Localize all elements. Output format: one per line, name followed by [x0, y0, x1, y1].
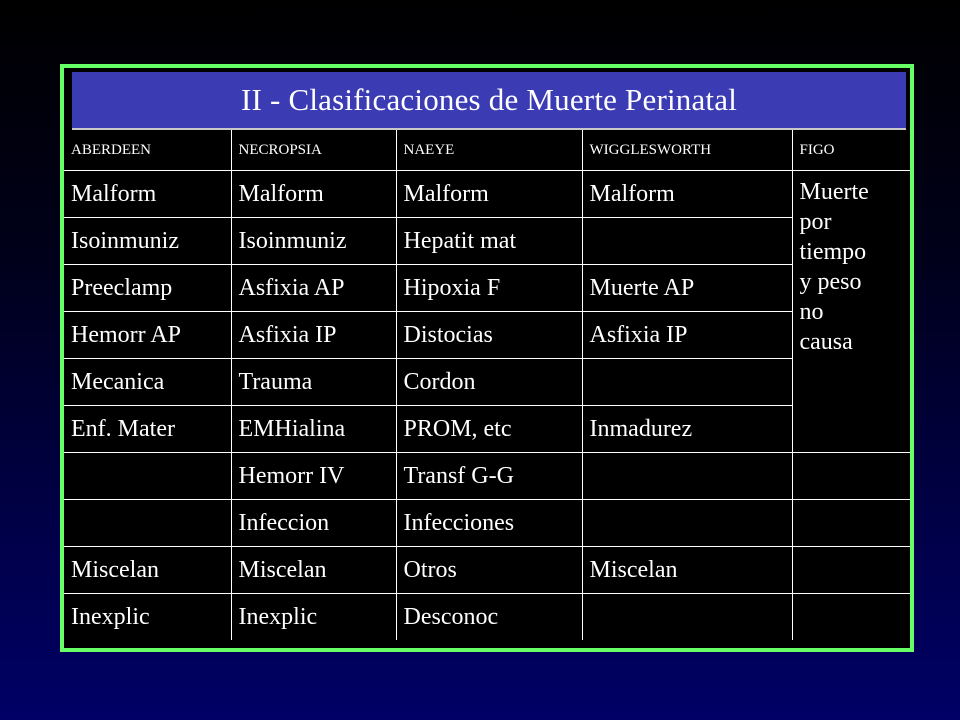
- figo-empty-cell: [792, 547, 910, 594]
- table-row: [64, 500, 910, 547]
- table-cell: Asfixia IP: [231, 312, 396, 359]
- figo-empty-cell: [792, 594, 910, 641]
- table-cell: [64, 500, 231, 547]
- table-row: [64, 453, 910, 500]
- table-cell: [582, 359, 792, 406]
- table-cell: Hemorr IV: [231, 453, 396, 500]
- table-cell: Enf. Mater: [64, 406, 231, 453]
- figo-cell: [792, 171, 910, 453]
- header-necropsia: NECROPSIA: [231, 130, 396, 171]
- table-cell: Inexplic: [231, 594, 396, 641]
- header-row: [64, 130, 910, 171]
- table-cell: Preeclamp: [64, 265, 231, 312]
- table-cell: Miscelan: [231, 547, 396, 594]
- table-cell: [582, 218, 792, 265]
- table-row: [64, 265, 910, 312]
- table-cell: Isoinmuniz: [231, 218, 396, 265]
- figo-empty-cell: [792, 453, 910, 500]
- table-cell: Transf G-G: [396, 453, 582, 500]
- table-cell: Mecanica: [64, 359, 231, 406]
- table-cell: [582, 594, 792, 641]
- title-bar: [72, 72, 906, 130]
- table-cell: Infecciones: [396, 500, 582, 547]
- table-cell: Asfixia IP: [582, 312, 792, 359]
- table-cell: Asfixia AP: [231, 265, 396, 312]
- figo-line: por: [799, 209, 832, 235]
- table-cell: Distocias: [396, 312, 582, 359]
- header-naeye: NAEYE: [396, 130, 582, 171]
- figo-line: no: [799, 299, 824, 325]
- table-cell: Hepatit mat: [396, 218, 582, 265]
- table-cell: Trauma: [231, 359, 396, 406]
- figo-empty-cell: [792, 500, 910, 547]
- table-cell: [582, 453, 792, 500]
- table-row: [64, 171, 910, 218]
- table-cell: Inmadurez: [582, 406, 792, 453]
- table-cell: Malform: [64, 171, 231, 218]
- table-cell: Hipoxia F: [396, 265, 582, 312]
- table-cell: Miscelan: [582, 547, 792, 594]
- table-cell: Infeccion: [231, 500, 396, 547]
- table-cell: Cordon: [396, 359, 582, 406]
- header-aberdeen: ABERDEEN: [64, 130, 231, 171]
- figo-line: tiempo: [799, 239, 867, 265]
- table-cell: Isoinmuniz: [64, 218, 231, 265]
- table-cell: EMHialina: [231, 406, 396, 453]
- table-cell: Otros: [396, 547, 582, 594]
- table-row: [64, 218, 910, 265]
- slide-title: II - Clasificaciones de Muerte Perinatal: [240, 82, 738, 117]
- table-cell: Malform: [231, 171, 396, 218]
- table-row: [64, 547, 910, 594]
- table-row: [64, 312, 910, 359]
- header-figo: FIGO: [792, 130, 910, 171]
- figo-line: Muerte: [799, 179, 869, 205]
- table-cell: Malform: [582, 171, 792, 218]
- classification-table: [64, 130, 910, 640]
- header-wigglesworth: WIGGLESWORTH: [582, 130, 792, 171]
- table-cell: PROM, etc: [396, 406, 582, 453]
- table-cell: Hemorr AP: [64, 312, 231, 359]
- table-cell: [582, 500, 792, 547]
- table-row: [64, 406, 910, 453]
- table-cell: Desconoc: [396, 594, 582, 641]
- table-row: [64, 594, 910, 641]
- table-cell: Inexplic: [64, 594, 231, 641]
- table-cell: Malform: [396, 171, 582, 218]
- figo-line: causa: [799, 329, 853, 355]
- table-cell: Muerte AP: [582, 265, 792, 312]
- table-row: [64, 359, 910, 406]
- figo-line: y peso: [799, 269, 862, 295]
- table-cell: Miscelan: [64, 547, 231, 594]
- table-cell: [64, 453, 231, 500]
